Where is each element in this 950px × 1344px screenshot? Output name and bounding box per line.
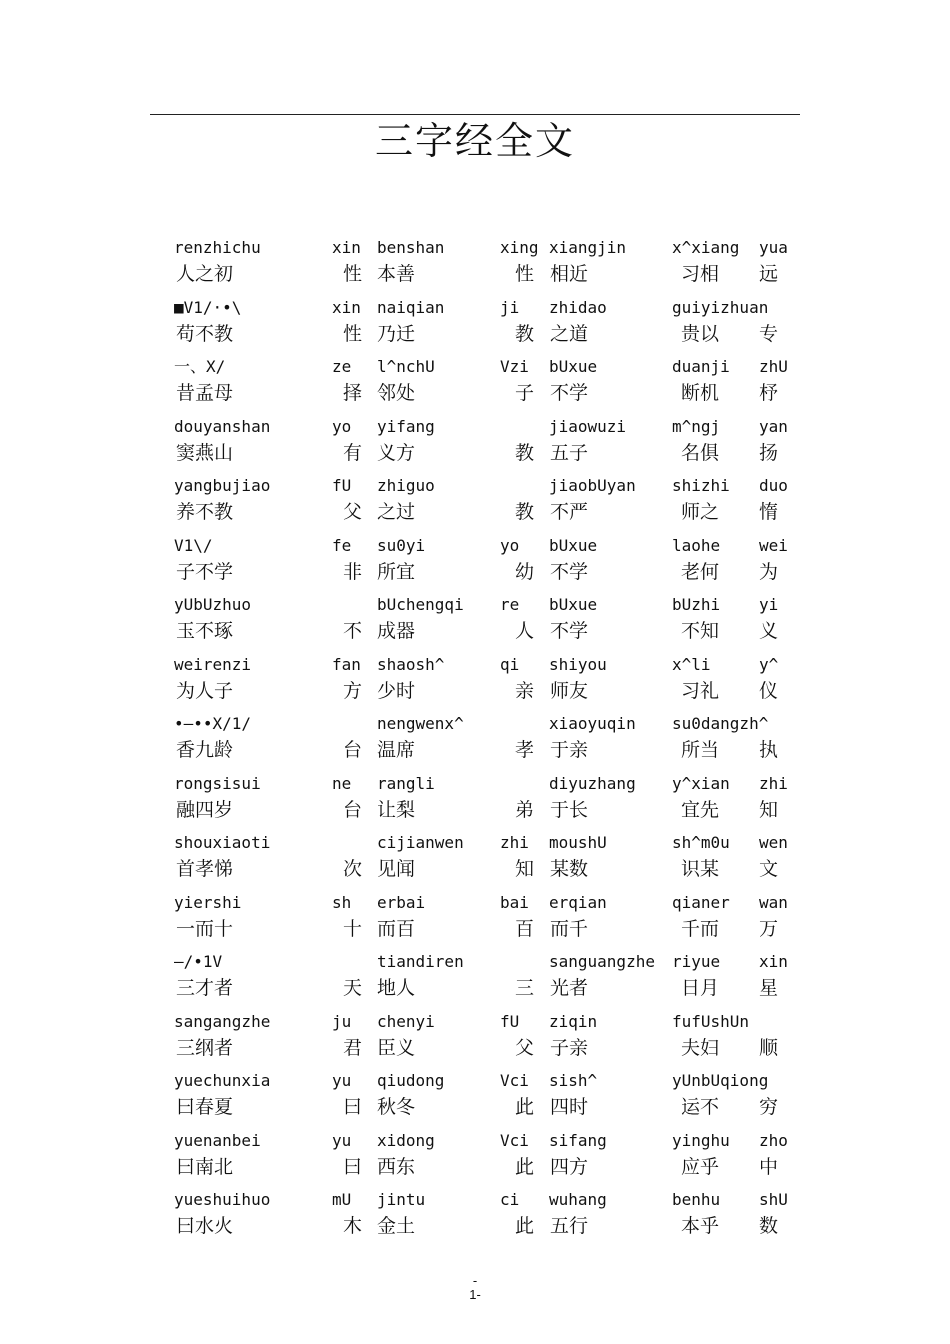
hanzi-col-4: 性 (515, 263, 535, 285)
pinyin-col-7: zhi (759, 773, 788, 793)
pinyin-col-7: zhU (759, 357, 788, 376)
hanzi-col-6: 名俱 (681, 441, 720, 464)
hanzi-col-1: 首孝悌 (176, 858, 234, 880)
pinyin-col-2: xin (332, 238, 361, 257)
hanzi-col-2: 次 (343, 858, 363, 880)
hanzi-col-2: 择 (343, 382, 363, 404)
pinyin-col-2: fU (332, 476, 352, 495)
hanzi-col-3: 让梨 (377, 798, 416, 821)
hanzi-col-4: 父 (515, 1036, 535, 1059)
pinyin-col-5: xiangjin (549, 238, 627, 257)
pinyin-col-4: Vci (500, 1130, 529, 1150)
hanzi-col-2: 君 (343, 1036, 363, 1059)
hanzi-col-5: 子亲 (550, 1036, 589, 1059)
hanzi-col-3: 温席 (377, 739, 416, 761)
pinyin-col-3: yifang (377, 416, 435, 436)
hanzi-col-6: 习相 (681, 263, 720, 285)
hanzi-col-3: 之过 (377, 501, 416, 523)
hanzi-col-4: 孝 (515, 739, 535, 761)
pinyin-col-2: sh (332, 892, 352, 912)
verse-row (0, 952, 950, 1012)
pinyin-col-1: douyanshan (174, 416, 271, 436)
hanzi-col-4: 弟 (515, 798, 535, 821)
pinyin-col-7: xin (759, 952, 788, 971)
pinyin-col-4: zhi (500, 833, 529, 852)
hanzi-col-5: 光者 (550, 977, 589, 999)
pinyin-col-3: nengwenx^ (377, 714, 464, 733)
pinyin-col-1: yUbUzhuo (174, 595, 252, 614)
hanzi-col-3: 金土 (377, 1215, 416, 1237)
verse-row (0, 833, 950, 893)
hanzi-col-5: 于亲 (550, 739, 589, 761)
hanzi-col-3: 而百 (377, 917, 416, 940)
pinyin-col-4: xing (500, 238, 539, 257)
hanzi-col-2: 有 (343, 441, 363, 464)
hanzi-col-4: 亲 (515, 679, 535, 702)
verse-row (0, 774, 950, 834)
hanzi-col-7: 仪 (759, 679, 779, 702)
page-title: 三字经全文 (374, 119, 575, 163)
verse-row (0, 655, 950, 715)
pinyin-col-5: sanguangzhe (549, 952, 655, 971)
hanzi-col-6: 习礼 (681, 679, 720, 702)
pinyin-col-1: 一、X/ (174, 357, 226, 376)
pinyin-col-6: m^ngj (672, 416, 721, 436)
verse-row (0, 298, 950, 358)
pinyin-col-7: yi (759, 595, 779, 614)
hanzi-col-2: 台 (343, 798, 363, 821)
hanzi-col-5: 而千 (550, 917, 589, 940)
hanzi-col-7: 万 (759, 917, 779, 940)
pinyin-col-5: bUxue (549, 595, 598, 614)
hanzi-col-4: 子 (515, 382, 535, 404)
pinyin-col-2: yu (332, 1071, 352, 1090)
hanzi-col-1: 香九龄 (176, 739, 234, 761)
hanzi-col-7: 文 (759, 858, 779, 880)
hanzi-col-1: 曰南北 (176, 1155, 234, 1178)
hanzi-col-3: 见闻 (377, 858, 416, 880)
hanzi-col-3: 臣义 (377, 1036, 416, 1059)
hanzi-col-3: 地人 (377, 977, 416, 999)
pinyin-col-7: yan (759, 416, 788, 436)
page-number: - 1- (469, 1273, 481, 1302)
pinyin-col-7: zho (759, 1130, 788, 1150)
pinyin-col-1: yiershi (174, 892, 242, 912)
hanzi-col-1: 一而十 (176, 917, 234, 940)
pinyin-col-4: re (500, 595, 520, 614)
pinyin-col-5: bUxue (549, 357, 598, 376)
verse-row (0, 417, 950, 477)
pinyin-col-1: —/•1V (174, 952, 223, 971)
hanzi-col-7: 星 (759, 977, 779, 999)
hanzi-col-3: 西东 (377, 1155, 416, 1178)
pinyin-col-6: riyue (672, 952, 721, 971)
verse-row (0, 238, 950, 298)
hanzi-col-5: 不严 (550, 501, 589, 523)
pinyin-col-6: x^xiang (672, 238, 740, 257)
hanzi-col-3: 乃迁 (377, 322, 416, 345)
pinyin-col-6: yinghu (672, 1130, 730, 1150)
hanzi-col-6: 夫妇 (681, 1036, 720, 1059)
pinyin-col-2: yo (332, 416, 352, 436)
hanzi-col-6: 千而 (681, 917, 720, 940)
hanzi-col-4: 教 (515, 441, 535, 464)
pinyin-col-1: yuechunxia (174, 1071, 271, 1090)
hanzi-col-3: 所宜 (377, 560, 416, 583)
hanzi-col-5: 不学 (550, 382, 589, 404)
hanzi-col-7: 知 (759, 798, 779, 821)
hanzi-col-1: 苟不教 (176, 322, 234, 345)
hanzi-col-4: 此 (515, 1096, 535, 1118)
pinyin-col-3: su0yi (377, 535, 426, 555)
pinyin-col-2: fan (332, 654, 361, 674)
hanzi-col-7: 专 (759, 322, 779, 345)
pinyin-col-7: yua (759, 238, 788, 257)
hanzi-col-2: 非 (343, 560, 363, 583)
pinyin-col-6: sh^m0u (672, 833, 730, 852)
pinyin-col-4: Vzi (500, 357, 529, 376)
pinyin-col-5: wuhang (549, 1190, 607, 1209)
hanzi-col-6: 识某 (681, 858, 720, 880)
pinyin-col-1: yuenanbei (174, 1130, 261, 1150)
pinyin-col-1: •—••X/1/ (174, 714, 252, 733)
hanzi-col-7: 数 (759, 1215, 779, 1237)
pinyin-col-5: jiaowuzi (549, 416, 627, 436)
hanzi-col-4: 人 (515, 620, 535, 642)
hanzi-col-1: 三才者 (176, 977, 234, 999)
pinyin-col-6: duanji (672, 357, 730, 376)
verse-row (0, 536, 950, 596)
hanzi-col-7: 扬 (759, 441, 779, 464)
hanzi-col-2: 性 (343, 263, 363, 285)
hanzi-col-2: 父 (343, 501, 363, 523)
hanzi-col-1: 窦燕山 (176, 441, 234, 464)
hanzi-col-2: 方 (343, 679, 363, 702)
hanzi-col-6: 老何 (681, 560, 720, 583)
pinyin-col-6: qianer (672, 892, 730, 912)
pinyin-col-5: xiaoyuqin (549, 714, 636, 733)
pinyin-col-1: rongsisui (174, 773, 261, 793)
pinyin-col-5: ziqin (549, 1011, 598, 1031)
hanzi-col-1: 玉不琢 (176, 620, 234, 642)
pinyin-col-4: Vci (500, 1071, 529, 1090)
pinyin-col-5: moushU (549, 833, 607, 852)
pinyin-col-3: xidong (377, 1130, 435, 1150)
hanzi-col-5: 四方 (550, 1155, 589, 1178)
pinyin-col-7: wen (759, 833, 788, 852)
pinyin-col-1: yangbujiao (174, 476, 271, 495)
hanzi-col-4: 教 (515, 322, 535, 345)
hanzi-col-6: 宜先 (681, 798, 720, 821)
pinyin-col-3: chenyi (377, 1011, 435, 1031)
hanzi-col-5: 五子 (550, 441, 589, 464)
pinyin-col-6: y^xian (672, 773, 730, 793)
hanzi-col-6: 贵以 (681, 322, 720, 345)
hanzi-col-2: 木 (343, 1215, 363, 1237)
hanzi-col-2: 台 (343, 739, 363, 761)
pinyin-col-4: fU (500, 1011, 520, 1031)
pinyin-col-1: V1\/ (174, 535, 213, 555)
hanzi-col-7: 为 (759, 560, 779, 583)
hanzi-col-3: 本善 (377, 263, 416, 285)
pinyin-col-7: wei (759, 535, 788, 555)
pinyin-col-2: ju (332, 1011, 352, 1031)
pinyin-col-7: wan (759, 892, 788, 912)
verse-row (0, 1131, 950, 1191)
hanzi-col-1: 子不学 (176, 560, 234, 583)
pinyin-col-1: sangangzhe (174, 1011, 271, 1031)
verse-row (0, 595, 950, 655)
verse-row (0, 1071, 950, 1131)
pinyin-col-3: benshan (377, 238, 445, 257)
pinyin-col-6: x^li (672, 654, 711, 674)
pinyin-col-3: rangli (377, 773, 435, 793)
pinyin-col-7: shU (759, 1190, 788, 1209)
hanzi-col-3: 少时 (377, 679, 416, 702)
pinyin-col-6: benhu (672, 1190, 721, 1209)
hanzi-col-5: 师友 (550, 679, 589, 702)
pinyin-col-6: shizhi (672, 476, 730, 495)
hanzi-col-3: 成器 (377, 620, 416, 642)
pinyin-col-4: bai (500, 892, 529, 912)
pinyin-col-5: bUxue (549, 535, 598, 555)
hanzi-col-5: 于长 (550, 798, 589, 821)
hanzi-col-6: 运不 (681, 1096, 720, 1118)
pinyin-col-6: yUnbUqiong (672, 1071, 769, 1090)
verse-row (0, 893, 950, 953)
pinyin-col-5: sish^ (549, 1071, 598, 1090)
hanzi-col-4: 百 (515, 917, 535, 940)
hanzi-col-4: 此 (515, 1155, 535, 1178)
hanzi-col-1: 曰春夏 (176, 1096, 234, 1118)
hanzi-col-4: 此 (515, 1215, 535, 1237)
pinyin-col-2: mU (332, 1190, 352, 1209)
pinyin-col-1: ■V1/·•\ (174, 297, 242, 317)
hanzi-col-1: 昔孟母 (176, 382, 234, 404)
verse-row (0, 1190, 950, 1250)
hanzi-col-4: 幼 (515, 560, 535, 583)
pinyin-col-7: y^ (759, 654, 779, 674)
pinyin-col-1: yueshuihuo (174, 1190, 271, 1209)
pinyin-col-3: shaosh^ (377, 654, 445, 674)
hanzi-col-2: 曰 (343, 1096, 363, 1118)
pinyin-col-4: yo (500, 535, 520, 555)
hanzi-col-1: 养不教 (176, 501, 234, 523)
hanzi-col-5: 之道 (550, 322, 589, 345)
pinyin-col-3: cijianwen (377, 833, 464, 852)
pinyin-col-1: renzhichu (174, 238, 261, 257)
pinyin-col-6: laohe (672, 535, 721, 555)
hanzi-col-6: 本乎 (681, 1215, 720, 1237)
pinyin-col-3: l^nchU (377, 357, 435, 376)
hanzi-col-1: 为人子 (176, 679, 234, 702)
hanzi-col-7: 惰 (759, 501, 779, 523)
hanzi-col-5: 五行 (550, 1215, 589, 1237)
hanzi-col-3: 秋冬 (377, 1096, 416, 1118)
verse-row (0, 476, 950, 536)
pinyin-col-5: diyuzhang (549, 773, 636, 793)
pinyin-col-4: ji (500, 297, 520, 317)
hanzi-col-6: 日月 (681, 977, 720, 999)
pinyin-col-5: sifang (549, 1130, 607, 1150)
pinyin-col-5: shiyou (549, 654, 607, 674)
pinyin-col-2: xin (332, 297, 361, 317)
pinyin-col-5: erqian (549, 892, 607, 912)
hanzi-col-7: 杼 (759, 382, 779, 404)
hanzi-col-7: 顺 (759, 1036, 779, 1059)
hanzi-col-5: 相近 (550, 263, 589, 285)
pinyin-col-4: qi (500, 654, 520, 674)
hanzi-col-5: 不学 (550, 560, 589, 583)
pinyin-col-3: bUchengqi (377, 595, 464, 614)
pinyin-col-2: ne (332, 773, 352, 793)
hanzi-col-6: 断机 (681, 382, 720, 404)
hanzi-col-4: 教 (515, 501, 535, 523)
hanzi-col-1: 人之初 (176, 263, 234, 285)
pinyin-col-6: bUzhi (672, 595, 721, 614)
pinyin-col-3: erbai (377, 892, 426, 912)
verse-row (0, 1012, 950, 1072)
hanzi-col-7: 执 (759, 739, 779, 761)
hanzi-col-2: 十 (343, 917, 363, 940)
pinyin-col-6: su0dangzh^ (672, 714, 769, 733)
hanzi-col-5: 不学 (550, 620, 589, 642)
hanzi-col-7: 义 (759, 620, 779, 642)
hanzi-col-6: 应乎 (681, 1155, 720, 1178)
pinyin-col-3: naiqian (377, 297, 445, 317)
pinyin-col-3: jintu (377, 1190, 426, 1209)
hanzi-col-6: 师之 (681, 501, 720, 523)
pinyin-col-2: ze (332, 357, 352, 376)
hanzi-col-6: 不知 (681, 620, 720, 642)
hanzi-col-4: 知 (515, 858, 535, 880)
pinyin-col-4: ci (500, 1190, 520, 1209)
hanzi-col-7: 中 (759, 1155, 779, 1178)
hanzi-col-1: 曰水火 (176, 1215, 234, 1237)
verse-row (0, 357, 950, 417)
pinyin-col-5: jiaobUyan (549, 476, 636, 495)
hanzi-col-3: 义方 (377, 441, 416, 464)
pinyin-col-3: qiudong (377, 1071, 445, 1090)
hanzi-col-1: 三纲者 (176, 1036, 234, 1059)
hanzi-col-2: 不 (343, 620, 363, 642)
pinyin-col-3: zhiguo (377, 476, 435, 495)
hanzi-col-2: 性 (343, 322, 363, 345)
hanzi-col-2: 曰 (343, 1155, 363, 1178)
pinyin-col-2: yu (332, 1130, 352, 1150)
hanzi-col-7: 穷 (759, 1096, 779, 1118)
hanzi-col-1: 融四岁 (176, 798, 234, 821)
pinyin-col-2: fe (332, 535, 352, 555)
pinyin-col-7: duo (759, 476, 788, 495)
hanzi-col-6: 所当 (681, 739, 720, 761)
pinyin-col-5: zhidao (549, 297, 607, 317)
pinyin-col-6: fufUshUn (672, 1011, 750, 1031)
hanzi-col-5: 某数 (550, 858, 589, 880)
pinyin-col-1: shouxiaoti (174, 833, 271, 852)
pinyin-col-1: weirenzi (174, 654, 252, 674)
verse-row (0, 714, 950, 774)
pinyin-col-6: guiyizhuan (672, 297, 769, 317)
pinyin-col-3: tiandiren (377, 952, 464, 971)
hanzi-col-3: 邻处 (377, 382, 416, 404)
hanzi-col-7: 远 (759, 263, 779, 285)
hanzi-col-4: 三 (515, 977, 535, 999)
hanzi-col-2: 天 (343, 977, 363, 999)
hanzi-col-5: 四时 (550, 1096, 589, 1118)
